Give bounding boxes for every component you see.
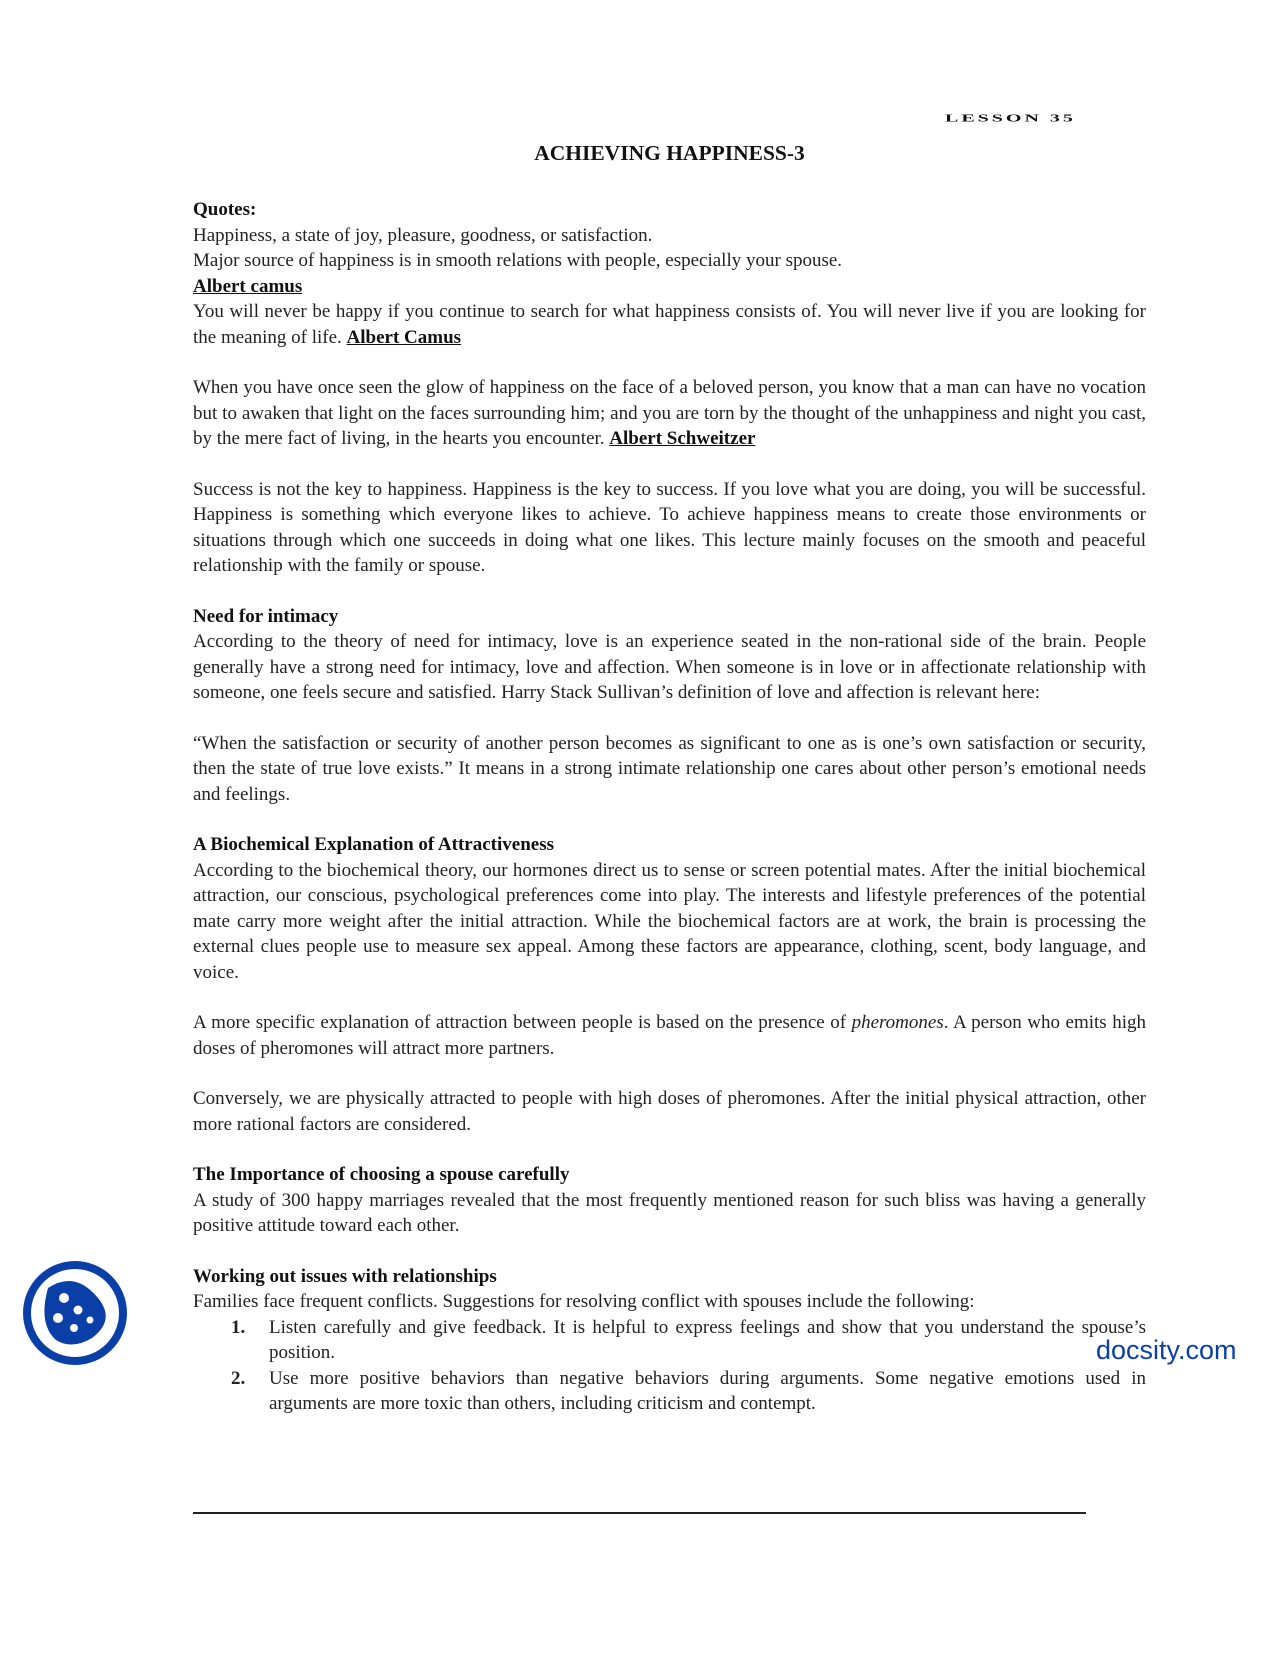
docsity-logo-icon[interactable] [20,1258,130,1368]
pheromones-text-after: . A person who emits high doses of pheromones will attract more partners. [193,1012,1146,1059]
spouse-paragraph: A study of 300 happy marriages revealed that the most frequently mentioned reason for such bliss was having a generally positive attitude toward each other. [193,1189,1146,1236]
intimacy-heading: Need for intimacy [193,605,339,627]
list-item-number: 1. [231,1316,246,1338]
schweitzer-author: Albert Schweitzer [609,428,756,449]
pheromones-term: pheromones [851,1012,944,1033]
list-item-number: 2. [231,1367,246,1389]
list-item [193,1315,1146,1366]
success-paragraph: Success is not the key to happiness. Happiness is the key to success. If you love what you are doing, you will be successful. Happiness is something which everyone likes to achieve. To achieve happiness means to create those environments or situations through which one succeeds in doing what one likes. This lecture mainly focuses on the smooth and peaceful relationship with the family or spouse. [193,478,1146,576]
list-item-text: Listen carefully and give feedback. It is helpful to express feelings and show that you understand the spouse’s position. [269,1316,1146,1363]
intimacy-paragraph-1: According to the theory of need for intimacy, love is an experience seated in the non-rational side of the brain. People generally have a strong need for intimacy, love and affection. When someone is in love or in affectionate relationship with someone, one feels secure and satisfied. Harry Stack Sullivan’s definition of love and affection is relevant here: [193,631,1146,703]
document-body [193,197,1146,1417]
camus-heading: Albert camus [193,275,303,297]
biochemical-paragraph-2 [193,1010,1146,1061]
footer-divider [193,1512,1086,1514]
spouse-heading: The Importance of choosing a spouse carefully [193,1164,570,1185]
page-title: ACHIEVING HAPPINESS-3 [534,141,805,165]
issues-list [193,1315,1146,1417]
intimacy-paragraph-2: “When the satisfaction or security of another person becomes as significant to one as is one’s own satisfaction or security, then the state of true love exists.” It means in a strong intimate relationship one cares about other person’s emotional needs and feelings. [193,732,1146,805]
docsity-watermark[interactable]: docsity.com [1096,1335,1237,1365]
quote-line-2: Major source of happiness is in smooth relations with people, especially your spouse. [193,250,843,271]
issues-heading: Working out issues with relationships [193,1265,497,1287]
issues-intro: Families face frequent conflicts. Suggestions for resolving conflict with spouses include the following: [193,1291,975,1312]
camus-author: Albert Camus [346,326,462,348]
list-item [193,1366,1146,1417]
biochemical-paragraph-3: Conversely, we are physically attracted to people with high doses of pheromones. After the initial physical attraction, other more rational factors are considered. [193,1088,1146,1135]
camus-quote [193,299,1146,350]
quote-line-1: Happiness, a state of joy, pleasure, goodness, or satisfaction. [193,224,653,246]
pheromones-text-before: A more specific explanation of attraction between people is based on the presence of [193,1012,847,1033]
quotes-heading: Quotes: [193,199,257,220]
camus-quote-text: You will never be happy if you continue to search for what happiness consists of. You will never live if you are looking for the meaning of life. [193,301,1146,348]
schweitzer-quote [193,375,1146,452]
lesson-number-tag: LESSON 35 [945,112,1076,125]
list-item-text: Use more positive behaviors than negative behaviors during arguments. Some negative emotions used in arguments are more toxic than others, including criticism and contempt. [269,1367,1146,1414]
biochemical-heading: A Biochemical Explanation of Attractiveness [193,834,554,855]
biochemical-paragraph-1: According to the biochemical theory, our hormones direct us to sense or screen potential mates. After the initial biochemical attraction, our conscious, psychological preferences come into play. The interests and lifestyle preferences of the potential mate carry more weight after the initial attraction. While the biochemical factors are at work, the brain is processing the external clues people use to measure sex appeal. Among these factors are appearance, clothing, scent, body language, and voice. [193,859,1146,983]
schweitzer-quote-text: When you have once seen the glow of happiness on the face of a beloved person, you know that a man can have no vocation but to awaken that light on the faces surrounding him; and you are torn by the thought of the unhappiness and night you cast, by the mere fact of living, in the hearts you encounter. [193,377,1146,449]
